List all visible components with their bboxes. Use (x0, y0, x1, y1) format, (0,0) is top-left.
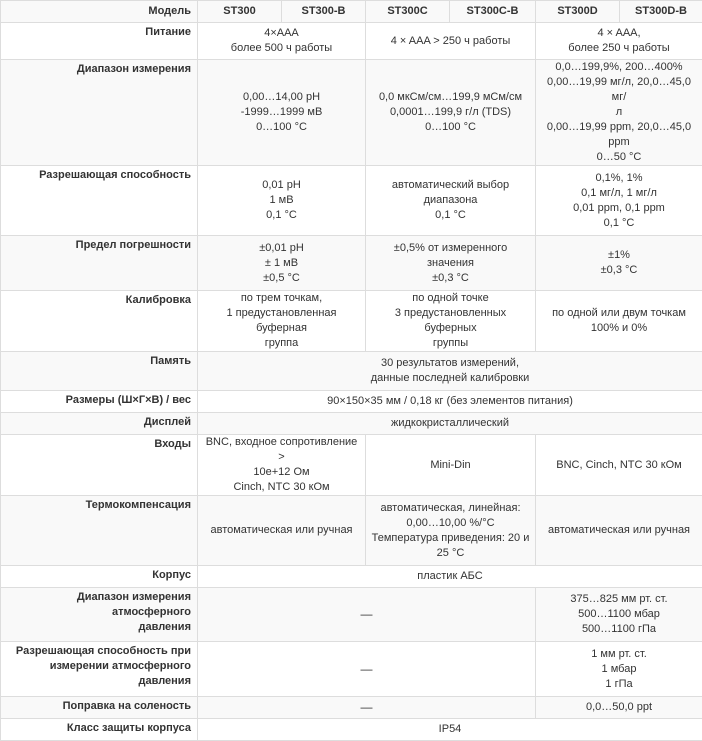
model-name: ST300 (198, 1, 282, 23)
model-name: ST300D (536, 1, 620, 23)
row-label: Диапазон измерения атмосферного давления (1, 588, 198, 642)
spec-cell: — (198, 642, 536, 697)
spec-cell: ±1% ±0,3 °C (536, 236, 702, 291)
table-row (1, 642, 702, 697)
model-name: ST300-B (282, 1, 366, 23)
row-label: Входы (1, 435, 198, 496)
spec-cell: 0,0 мкСм/см…199,9 мСм/см 0,0001…199,9 г/л (TDS) 0…100 °C (366, 60, 536, 166)
spec-cell: по одной или двум точкам 100% и 0% (536, 291, 702, 352)
row-label: Размеры (Ш×Г×В) / вес (1, 391, 198, 413)
spec-cell: ±0,01 pH ± 1 мВ ±0,5 °C (198, 236, 366, 291)
row-label: Диапазон измерения (1, 60, 198, 166)
spec-cell: автоматическая или ручная (198, 496, 366, 566)
spec-cell: 30 результатов измерений, данные последней калибровки (198, 352, 702, 391)
row-label: Разрешающая способность (1, 166, 198, 236)
row-label: Дисплей (1, 413, 198, 435)
table-row (1, 166, 702, 236)
header-row (1, 1, 702, 23)
row-label: Корпус (1, 566, 198, 588)
row-label: Память (1, 352, 198, 391)
spec-cell: жидкокристаллический (198, 413, 702, 435)
row-label: Поправка на соленость (1, 697, 198, 719)
spec-cell: — (198, 588, 536, 642)
spec-cell: автоматический выбор диапазона 0,1 °C (366, 166, 536, 236)
spec-cell: 4×AAA более 500 ч работы (198, 23, 366, 60)
row-label: Калибровка (1, 291, 198, 352)
spec-cell: по одной точке 3 предустановленных буферных группы (366, 291, 536, 352)
table-row (1, 719, 702, 741)
table-row (1, 291, 702, 352)
spec-cell: 0,0…199,9%, 200…400% 0,00…19,99 мг/л, 20,0…45,0 мг/ л 0,00…19,99 ppm, 20,0…45,0 ppm 0…50 °C (536, 60, 702, 166)
table-row (1, 236, 702, 291)
table-row (1, 566, 702, 588)
spec-cell: BNC, Cinch, NTC 30 кОм (536, 435, 702, 496)
table-row (1, 697, 702, 719)
table-row (1, 496, 702, 566)
row-label: Модель (1, 1, 198, 23)
row-label: Класс защиты корпуса (1, 719, 198, 741)
spec-cell: пластик АБС (198, 566, 702, 588)
spec-cell: — (198, 697, 536, 719)
spec-cell: автоматическая, линейная: 0,00…10,00 %/°C Температура приведения: 20 и 25 °C (366, 496, 536, 566)
model-name: ST300D-B (620, 1, 702, 23)
spec-cell: 4 × AAA > 250 ч работы (366, 23, 536, 60)
spec-cell: BNC, входное сопротивление > 10e+12 Ом Cinch, NTC 30 кОм (198, 435, 366, 496)
spec-cell: 0,0…50,0 ppt (536, 697, 702, 719)
table-row (1, 435, 702, 496)
spec-cell: 90×150×35 мм / 0,18 кг (без элементов питания) (198, 391, 702, 413)
table-row (1, 23, 702, 60)
table-row (1, 352, 702, 391)
table-row (1, 60, 702, 166)
spec-cell: 0,00…14,00 pH -1999…1999 мВ 0…100 °C (198, 60, 366, 166)
spec-cell: 1 мм рт. ст. 1 мбар 1 гПа (536, 642, 702, 697)
row-label: Предел погрешности (1, 236, 198, 291)
spec-cell: автоматическая или ручная (536, 496, 702, 566)
table-row (1, 413, 702, 435)
spec-cell: Mini-Din (366, 435, 536, 496)
spec-cell: IP54 (198, 719, 702, 741)
row-label: Термокомпенсация (1, 496, 198, 566)
model-name: ST300C-B (450, 1, 536, 23)
row-label: Питание (1, 23, 198, 60)
spec-cell: 0,01 pH 1 мВ 0,1 °C (198, 166, 366, 236)
spec-cell: 375…825 мм рт. ст. 500…1100 мбар 500…1100 гПа (536, 588, 702, 642)
table-row (1, 588, 702, 642)
spec-cell: 0,1%, 1% 0,1 мг/л, 1 мг/л 0,01 ppm, 0,1 ppm 0,1 °C (536, 166, 702, 236)
spec-cell: 4 × AAA, более 250 ч работы (536, 23, 702, 60)
table-row (1, 391, 702, 413)
spec-cell: по трем точкам, 1 предустановленная буферная группа (198, 291, 366, 352)
model-name: ST300C (366, 1, 450, 23)
row-label: Разрешающая способность при измерении атмосферного давления (1, 642, 198, 697)
spec-cell: ±0,5% от измеренного значения ±0,3 °C (366, 236, 536, 291)
